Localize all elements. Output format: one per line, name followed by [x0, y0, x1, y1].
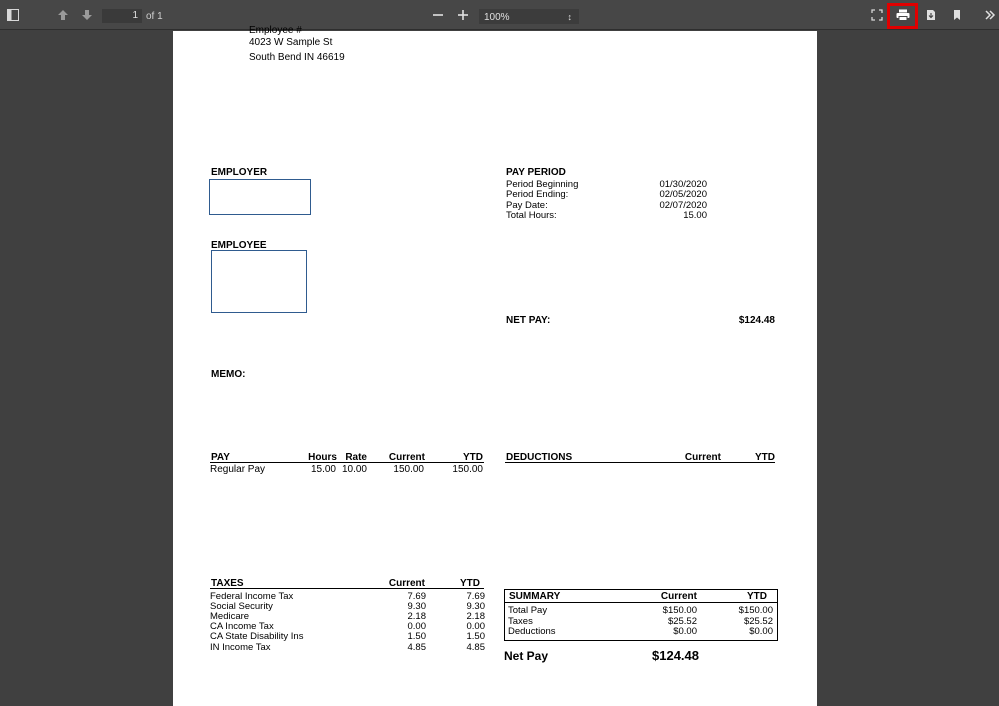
tax-row-ytd: 0.00 [466, 621, 485, 632]
summary-ytd-header: YTD [747, 591, 767, 602]
tax-row-name: CA Income Tax [210, 621, 274, 632]
employee-box [211, 250, 307, 313]
pay-period-title: PAY PERIOD [506, 167, 566, 178]
pay-header: PAY [211, 452, 230, 463]
tax-row-current: 2.18 [407, 611, 426, 622]
summary-net-pay-value: $124.48 [652, 648, 699, 663]
pay-rate-header: Rate [345, 452, 367, 463]
download-icon[interactable] [923, 7, 939, 23]
tax-row-ytd: 2.18 [466, 611, 485, 622]
summary-row-name: Deductions [508, 626, 556, 637]
tax-row-current: 1.50 [407, 631, 426, 642]
taxes-ytd-header: YTD [460, 578, 480, 589]
summary-row-name: Taxes [508, 616, 533, 627]
net-pay-value: $124.48 [738, 315, 775, 326]
pay-row-rate: 10.00 [341, 464, 367, 475]
taxes-header: TAXES [211, 578, 244, 589]
tax-row-current: 0.00 [407, 621, 426, 632]
summary-row-current: $150.00 [662, 605, 697, 616]
previous-page-icon[interactable] [55, 7, 71, 23]
tax-row-ytd: 7.69 [466, 591, 485, 602]
address-line-cut: Employee # [249, 25, 302, 36]
taxes-current-header: Current [388, 578, 425, 589]
zoom-value: 100% [484, 12, 510, 23]
bookmark-icon[interactable] [949, 7, 965, 23]
pay-row-current: 150.00 [393, 464, 424, 475]
pay-period-value-1: 02/05/2020 [659, 189, 707, 200]
pay-period-value-3: 15.00 [683, 210, 707, 221]
employer-box [209, 179, 311, 215]
pay-row-hours: 15.00 [310, 464, 336, 475]
pay-period-value-2: 02/07/2020 [659, 200, 707, 211]
summary-row-ytd: $150.00 [738, 605, 773, 616]
deductions-current-header: Current [684, 452, 721, 463]
pay-period-label-3: Total Hours: [506, 210, 557, 221]
tax-row-name: IN Income Tax [210, 642, 271, 653]
summary-header-rule [504, 602, 778, 603]
tax-row-current: 7.69 [407, 591, 426, 602]
tax-row-current: 9.30 [407, 601, 426, 612]
address-city: South Bend IN 46619 [249, 52, 345, 63]
presentation-mode-icon[interactable] [869, 7, 885, 23]
next-page-icon[interactable] [79, 7, 95, 23]
page-count-label: of 1 [146, 11, 163, 22]
print-button-highlight [887, 3, 918, 29]
pdf-page [173, 25, 817, 706]
tax-row-name: Federal Income Tax [210, 591, 294, 602]
memo-label: MEMO: [211, 369, 246, 380]
address-street: 4023 W Sample St [249, 37, 333, 48]
tax-row-name: CA State Disability Ins [210, 631, 304, 642]
pay-row-ytd: 150.00 [452, 464, 483, 475]
summary-row-ytd: $25.52 [743, 616, 773, 627]
pay-period-label-2: Pay Date: [506, 200, 548, 211]
pay-period-label-1: Period Ending: [506, 189, 569, 200]
zoom-out-icon[interactable] [430, 7, 446, 23]
net-pay-label: NET PAY: [506, 315, 551, 326]
tax-row-current: 4.85 [407, 642, 426, 653]
more-tools-icon[interactable] [982, 7, 998, 23]
summary-current-header: Current [660, 591, 697, 602]
pay-current-header: Current [388, 452, 425, 463]
summary-header: SUMMARY [509, 591, 561, 602]
tax-row-ytd: 9.30 [466, 601, 485, 612]
summary-row-current: $25.52 [667, 616, 697, 627]
deductions-ytd-header: YTD [755, 452, 775, 463]
page-number-input[interactable]: 1 [102, 9, 142, 23]
tax-row-name: Social Security [210, 601, 273, 612]
pay-ytd-header: YTD [463, 452, 483, 463]
pdf-toolbar [0, 0, 999, 30]
sidebar-toggle-icon[interactable] [5, 7, 21, 23]
summary-row-current: $0.00 [673, 626, 697, 637]
zoom-select[interactable] [479, 9, 579, 24]
tax-row-ytd: 1.50 [466, 631, 485, 642]
employer-label: EMPLOYER [211, 167, 268, 178]
pay-period-label-0: Period Beginning [506, 179, 579, 190]
summary-row-name: Total Pay [508, 605, 548, 616]
pay-row-name: Regular Pay [210, 464, 266, 475]
pay-period-value-0: 01/30/2020 [659, 179, 707, 190]
zoom-in-icon[interactable] [455, 7, 471, 23]
employee-label: EMPLOYEE [211, 240, 267, 251]
deductions-header: DEDUCTIONS [506, 452, 573, 463]
summary-row-ytd: $0.00 [749, 626, 773, 637]
tax-row-ytd: 4.85 [466, 642, 485, 653]
chevron-updown-icon: ↕ [567, 12, 572, 22]
pay-hours-header: Hours [308, 452, 337, 463]
tax-row-name: Medicare [210, 611, 250, 622]
summary-net-pay-label: Net Pay [504, 649, 549, 663]
